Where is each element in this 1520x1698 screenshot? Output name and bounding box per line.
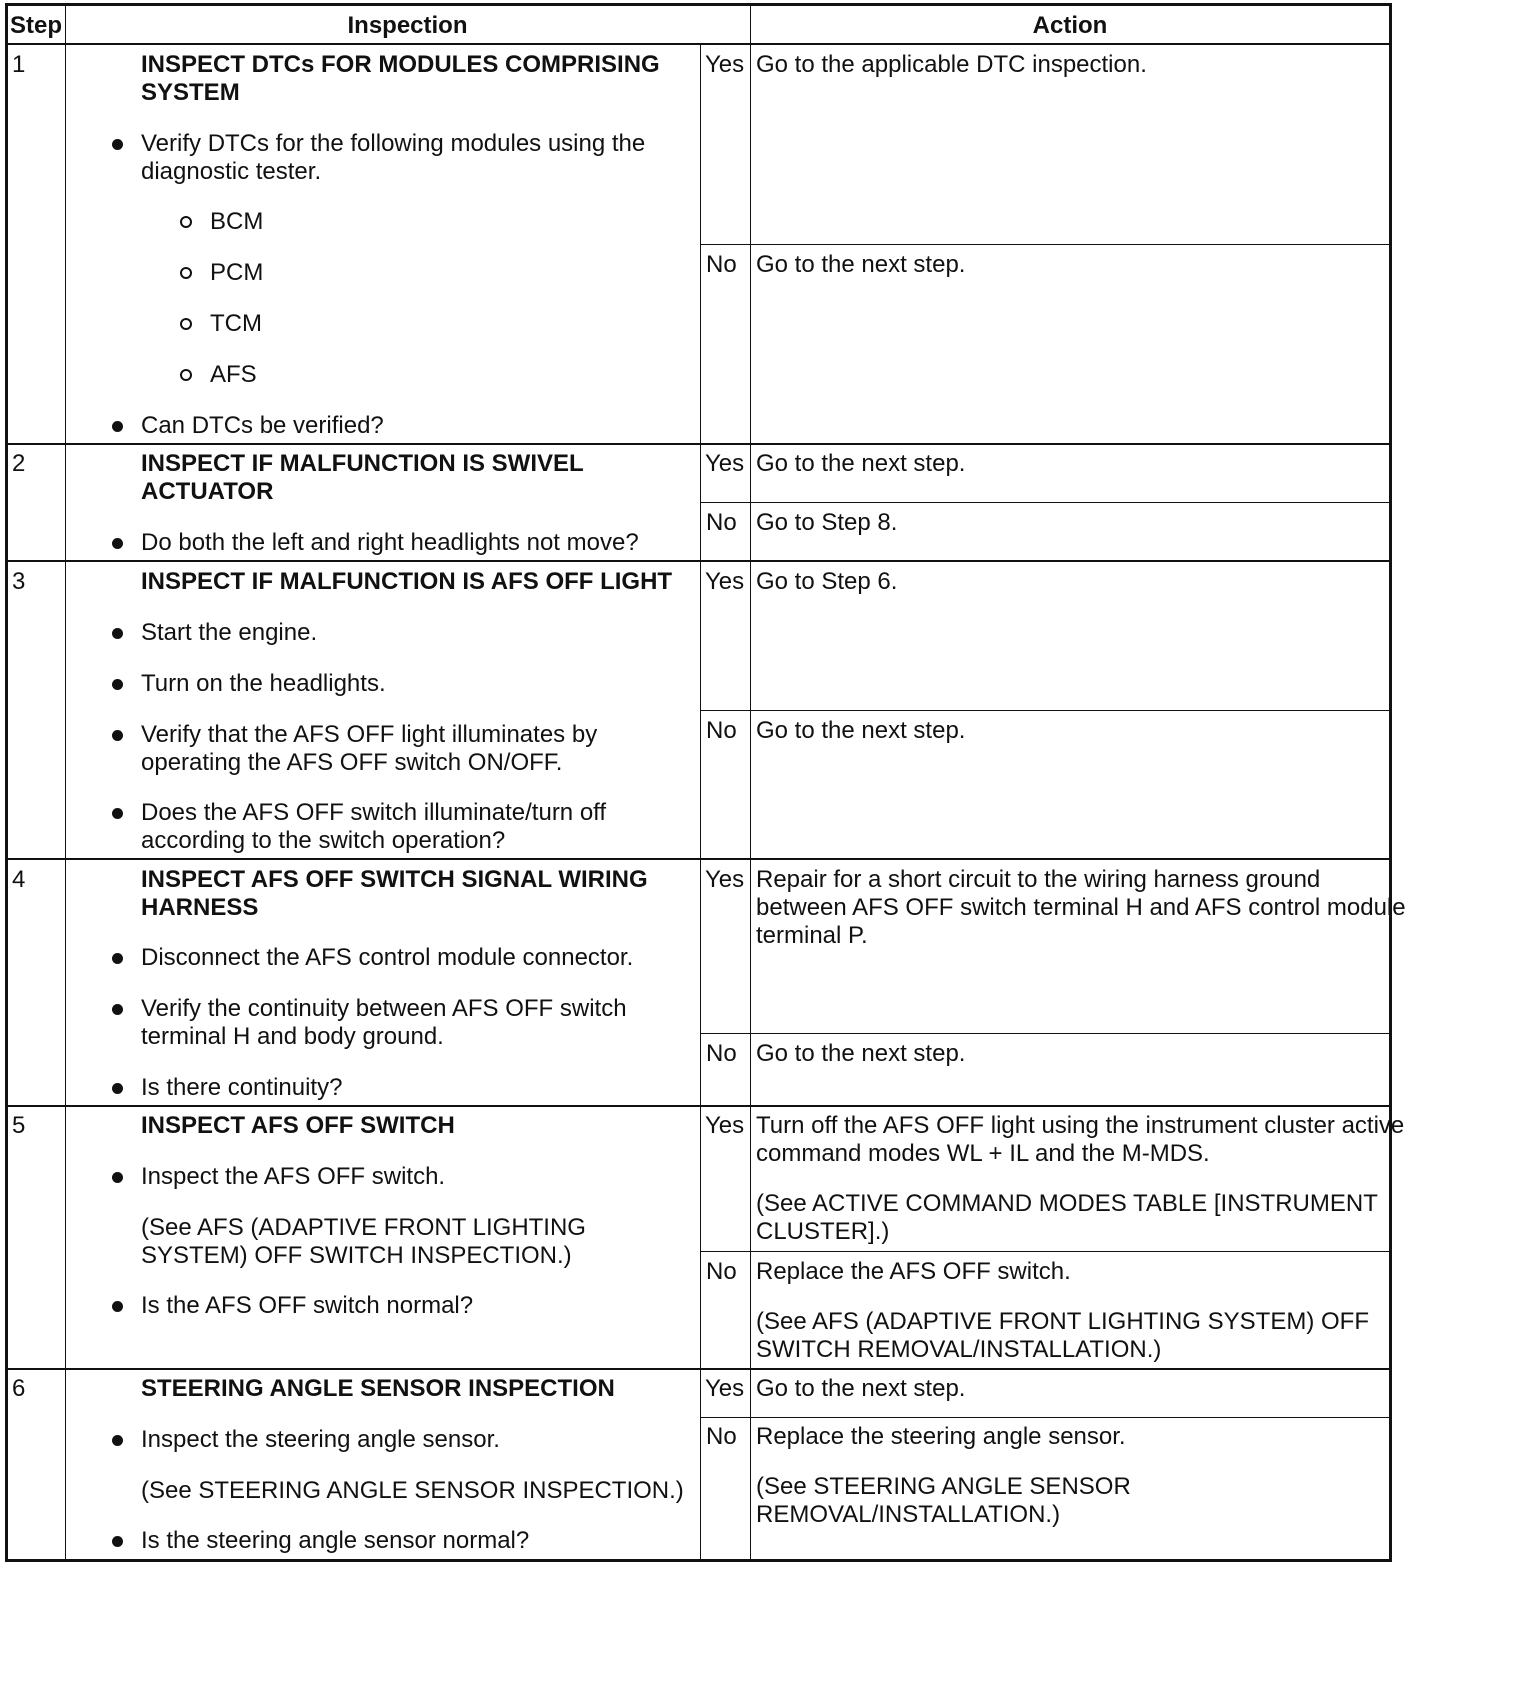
reference-note: (See STEERING ANGLE SENSOR INSPECTION.) [141, 1477, 684, 1504]
row-divider [7, 1105, 1390, 1107]
action-text: (See STEERING ANGLE SENSOR [756, 1473, 1131, 1500]
bullet-icon [112, 421, 123, 432]
header-action: Action [1032, 12, 1108, 39]
bullet-icon [112, 730, 123, 741]
bullet-icon [112, 139, 123, 150]
step-title: ACTUATOR [141, 478, 274, 505]
col-divider-step [65, 44, 66, 444]
yes-label: Yes [705, 450, 745, 477]
no-label: No [706, 1040, 737, 1067]
col-divider-inspection [700, 1369, 701, 1560]
inspection-text: Verify that the AFS OFF light illuminates by [141, 721, 598, 748]
inspection-text: Is there continuity? [141, 1074, 343, 1101]
circle-bullet-icon [180, 318, 192, 330]
col-divider-step [65, 1106, 66, 1369]
inspection-text: Inspect the AFS OFF switch. [141, 1163, 446, 1190]
header-step: Step [9, 12, 62, 39]
circle-bullet-icon [180, 267, 192, 279]
bullet-icon [112, 1435, 123, 1446]
col-divider-step [65, 444, 66, 561]
action-text: Go to the next step. [756, 717, 966, 744]
table-border-right [1389, 3, 1392, 1562]
action-text: Go to Step 6. [756, 568, 898, 595]
yes-label: Yes [705, 1112, 745, 1139]
module-name: BCM [210, 208, 264, 235]
step-number: 5 [12, 1112, 26, 1139]
inspection-text: Verify the continuity between AFS OFF switch [141, 995, 627, 1022]
inspection-text: Is the steering angle sensor normal? [141, 1527, 530, 1554]
action-text: REMOVAL/INSTALLATION.) [756, 1501, 1061, 1528]
no-label: No [706, 509, 737, 536]
step-number: 4 [12, 866, 26, 893]
header-inspection: Inspection [347, 12, 468, 39]
action-text: (See ACTIVE COMMAND MODES TABLE [INSTRUMENT [756, 1190, 1378, 1217]
table-border-left [5, 3, 8, 1562]
row-divider [7, 858, 1390, 860]
step-number: 3 [12, 568, 26, 595]
circle-bullet-icon [180, 369, 192, 381]
step-number: 6 [12, 1375, 26, 1402]
bullet-icon [112, 1536, 123, 1547]
yes-label: Yes [705, 51, 745, 78]
inspection-text: Do both the left and right headlights not move? [141, 529, 639, 556]
col-divider-answer [750, 1369, 751, 1560]
row-divider [7, 1368, 1390, 1370]
action-text: SWITCH REMOVAL/INSTALLATION.) [756, 1336, 1162, 1363]
col-divider-inspection [700, 859, 701, 1106]
action-text: Replace the AFS OFF switch. [756, 1258, 1071, 1285]
action-text: Go to Step 8. [756, 509, 898, 536]
col-divider-step [65, 859, 66, 1106]
bullet-icon [112, 1083, 123, 1094]
yes-no-divider [700, 1251, 1390, 1252]
no-label: No [706, 1258, 737, 1285]
yes-no-divider [700, 1417, 1390, 1418]
yes-no-divider [700, 710, 1390, 711]
step-number: 2 [12, 450, 26, 477]
no-label: No [706, 1423, 737, 1450]
action-text: Repair for a short circuit to the wiring harness ground [756, 866, 1321, 893]
module-name: TCM [210, 310, 262, 337]
bullet-icon [112, 953, 123, 964]
action-text: terminal P. [756, 922, 868, 949]
action-text: Go to the applicable DTC inspection. [756, 51, 1147, 78]
header-divider [7, 43, 1390, 45]
bullet-icon [112, 1004, 123, 1015]
row-divider [7, 443, 1390, 445]
table-border-top [5, 3, 1392, 6]
yes-no-divider [700, 502, 1390, 503]
yes-label: Yes [705, 568, 745, 595]
bullet-icon [112, 628, 123, 639]
row-divider [7, 560, 1390, 562]
action-text: command modes WL + IL and the M-MDS. [756, 1140, 1210, 1167]
bullet-icon [112, 679, 123, 690]
inspection-text: Turn on the headlights. [141, 670, 386, 697]
col-divider-inspection [700, 1106, 701, 1369]
step-title: HARNESS [141, 894, 259, 921]
action-text: between AFS OFF switch terminal H and AFS control module [756, 894, 1406, 921]
module-name: PCM [210, 259, 264, 286]
circle-bullet-icon [180, 216, 192, 228]
inspection-text: Can DTCs be verified? [141, 412, 384, 439]
inspection-text: terminal H and body ground. [141, 1023, 444, 1050]
module-name: AFS [210, 361, 257, 388]
reference-note: (See AFS (ADAPTIVE FRONT LIGHTING [141, 1214, 586, 1241]
col-divider-answer [750, 859, 751, 1106]
action-text: Go to the next step. [756, 1375, 966, 1402]
bullet-icon [112, 1172, 123, 1183]
inspection-text: operating the AFS OFF switch ON/OFF. [141, 749, 563, 776]
action-text: (See AFS (ADAPTIVE FRONT LIGHTING SYSTEM) OFF [756, 1308, 1369, 1335]
col-divider-answer [750, 1106, 751, 1369]
action-text: Go to the next step. [756, 450, 966, 477]
action-text: CLUSTER].) [756, 1218, 890, 1245]
bullet-icon [112, 538, 123, 549]
step-title: SYSTEM [141, 79, 240, 106]
inspection-text: Is the AFS OFF switch normal? [141, 1292, 474, 1319]
step-title: INSPECT DTCs FOR MODULES COMPRISING [141, 51, 660, 78]
no-label: No [706, 717, 737, 744]
yes-label: Yes [705, 1375, 745, 1402]
bullet-icon [112, 1301, 123, 1312]
inspection-text: Does the AFS OFF switch illuminate/turn off [141, 799, 607, 826]
step-number: 1 [12, 51, 26, 78]
reference-note: SYSTEM) OFF SWITCH INSPECTION.) [141, 1242, 572, 1269]
step-title: INSPECT AFS OFF SWITCH SIGNAL WIRING [141, 866, 648, 893]
action-text: Go to the next step. [756, 1040, 966, 1067]
step-title: STEERING ANGLE SENSOR INSPECTION [141, 1375, 615, 1402]
col-divider-step [65, 561, 66, 859]
bullet-icon [112, 808, 123, 819]
inspection-text: diagnostic tester. [141, 158, 322, 185]
col-divider-step [65, 1369, 66, 1560]
action-text: Go to the next step. [756, 251, 966, 278]
yes-no-divider [700, 1033, 1390, 1034]
step-title: INSPECT IF MALFUNCTION IS SWIVEL [141, 450, 584, 477]
step-title: INSPECT IF MALFUNCTION IS AFS OFF LIGHT [141, 568, 673, 595]
yes-label: Yes [705, 866, 745, 893]
action-text: Replace the steering angle sensor. [756, 1423, 1126, 1450]
action-text: Turn off the AFS OFF light using the instrument cluster active [756, 1112, 1405, 1139]
inspection-text: Start the engine. [141, 619, 318, 646]
inspection-text: Inspect the steering angle sensor. [141, 1426, 500, 1453]
inspection-text: according to the switch operation? [141, 827, 506, 854]
no-label: No [706, 251, 737, 278]
inspection-text: Verify DTCs for the following modules using the [141, 130, 646, 157]
inspection-text: Disconnect the AFS control module connector. [141, 944, 634, 971]
step-title: INSPECT AFS OFF SWITCH [141, 1112, 455, 1139]
yes-no-divider [700, 244, 1390, 245]
table-border-bottom [5, 1559, 1392, 1562]
